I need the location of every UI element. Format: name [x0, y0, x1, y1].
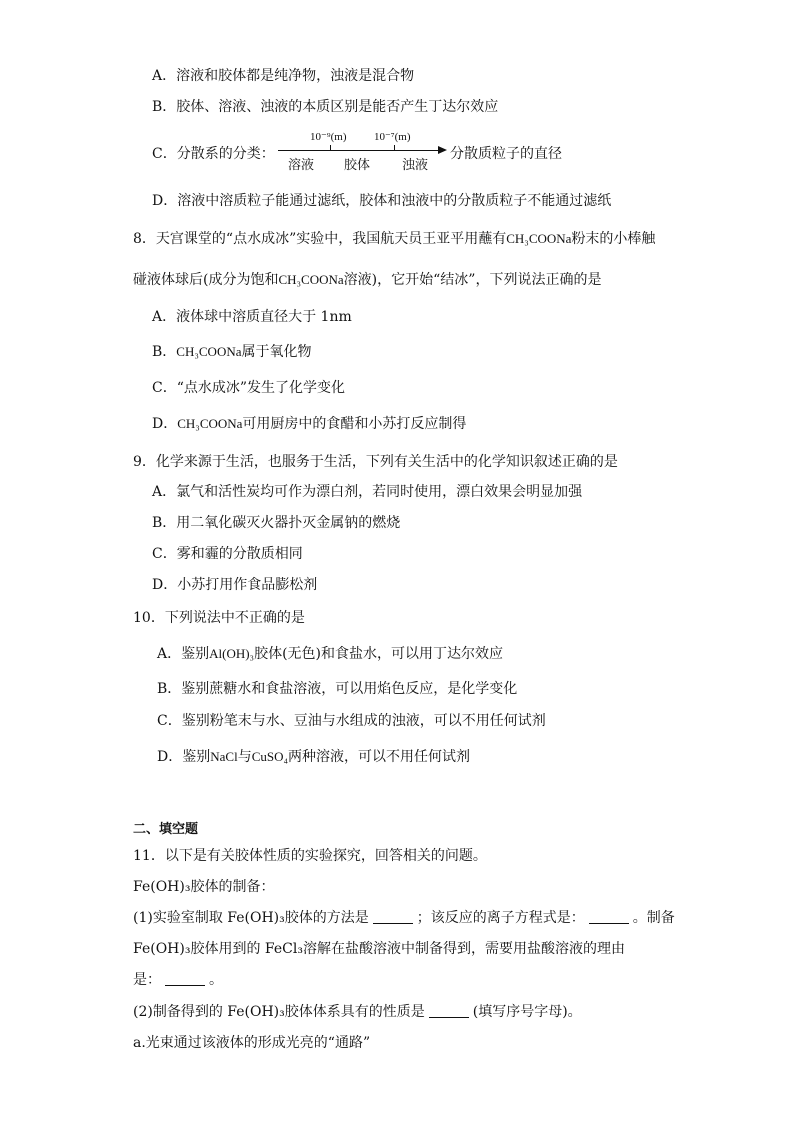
q7-option-c-prefix: C．分散系的分类： — [152, 146, 275, 162]
q8-stem-line1 — [133, 229, 655, 249]
q8-stem-text: 碰液体球后(成分为饱和 — [133, 272, 279, 288]
q11-part2 — [133, 1002, 582, 1022]
option-label: B． — [152, 344, 177, 360]
q11-subtitle: Fe(OH)₃胶体的制备： — [133, 879, 275, 895]
q8-option-b — [152, 342, 312, 362]
answer-blank[interactable] — [373, 909, 413, 924]
q8-stem-text: 粉末的小棒触 — [571, 231, 656, 247]
diagram-range-suspension: 浊液 — [402, 158, 429, 173]
q10-option-b: B．鉴别蔗糖水和食盐溶液，可以用焰色反应，是化学变化 — [157, 681, 518, 697]
q7-option-c-suffix: 分散质粒子的直径 — [450, 146, 562, 162]
q9-option-d: D．小苏打用作食品膨松剂 — [152, 577, 318, 593]
q9-option-c: C．雾和霾的分散质相同 — [152, 546, 303, 562]
diagram-range-colloid: 胶体 — [344, 158, 371, 173]
section-title: 二、填空题 — [133, 822, 199, 837]
answer-blank[interactable] — [589, 909, 629, 924]
diagram-tick-1 — [330, 145, 331, 151]
diagram-tick-2 — [394, 145, 395, 151]
q11-text: (填写序号字母)。 — [472, 1004, 582, 1020]
q10-option-d — [157, 747, 470, 767]
q10-stem: 10．下列说法中不正确的是 — [133, 610, 305, 626]
q8-formula: CH₃COONa — [177, 416, 243, 431]
diagram-tick-label-2: 10⁻⁷(m) — [374, 131, 411, 143]
q11-part2-option-a: a.光束通过该液体的形成光亮的“通路” — [133, 1035, 371, 1051]
option-text: 可用厨房中的食醋和小苏打反应制得 — [242, 416, 467, 432]
q10-formula: NaCl — [210, 749, 238, 764]
diagram-axis — [278, 150, 440, 151]
q8-formula: CH₃COONa — [278, 272, 344, 287]
q11-text: 。制备 — [632, 910, 675, 926]
answer-blank[interactable] — [165, 971, 205, 986]
q8-formula: CH₃COONa — [506, 231, 572, 246]
q8-stem-text: 8．天宫课堂的“点水成冰”实验中，我国航天员王亚平用蘸有 — [133, 231, 507, 247]
option-text: A．鉴别 — [157, 646, 210, 662]
diagram-range-solution: 溶液 — [288, 158, 315, 173]
q10-formula: Al(OH)₃ — [209, 646, 255, 661]
option-text: 两种溶液，可以不用任何试剂 — [288, 749, 471, 765]
diagram-arrow-icon — [438, 146, 447, 154]
answer-blank[interactable] — [429, 1003, 469, 1018]
q11-text: 是： — [133, 972, 161, 988]
option-text: 与 — [237, 749, 252, 765]
q9-stem: 9．化学来源于生活，也服务于生活，下列有关生活中的化学知识叙述正确的是 — [133, 454, 618, 470]
q8-stem-line2 — [133, 270, 601, 290]
q7-option-d: D．溶液中溶质粒子能通过滤纸，胶体和浊液中的分散质粒子不能通过滤纸 — [152, 193, 612, 209]
q8-option-d — [152, 414, 466, 434]
q9-option-a: A．氯气和活性炭均可作为漂白剂，若同时使用，漂白效果会明显加强 — [152, 484, 583, 500]
q8-option-c: C．“点水成冰”发生了化学变化 — [152, 380, 346, 396]
q9-option-b: B．用二氧化碳灭火器扑灭金属钠的燃烧 — [152, 515, 401, 531]
option-text: 胶体(无色)和食盐水，可以用丁达尔效应 — [254, 646, 504, 662]
option-text: D．鉴别 — [157, 749, 211, 765]
option-text: 属于氧化物 — [241, 344, 312, 360]
q10-option-c: C．鉴别粉笔末与水、豆油与水组成的浊液，可以不用任何试剂 — [157, 713, 546, 729]
q11-text: 。 — [209, 972, 223, 988]
q7-option-b: B．胶体、溶液、浊液的本质区别是能否产生丁达尔效应 — [152, 99, 499, 115]
q8-option-a: A．液体球中溶质直径大于 1nm — [152, 309, 352, 325]
q7-option-a: A．溶液和胶体都是纯净物，浊液是混合物 — [152, 68, 415, 84]
diagram-tick-label-1: 10⁻⁹(m) — [310, 131, 347, 143]
q11-text: (2)制备得到的 Fe(OH)₃胶体体系具有的性质是 — [133, 1004, 425, 1020]
q10-formula: CuSO₄ — [251, 749, 289, 764]
q11-part1-line2: Fe(OH)₃胶体用到的 FeCl₃溶解在盐酸溶液中制备得到，需要用盐酸溶液的理由 — [133, 941, 625, 957]
q11-text: ；该反应的离子方程式是： — [416, 910, 585, 926]
q8-formula: CH₃COONa — [176, 344, 242, 359]
q11-text: (1)实验室制取 Fe(OH)₃胶体的方法是 — [133, 910, 369, 926]
q10-option-a — [157, 644, 503, 664]
option-label: D． — [152, 416, 178, 432]
q11-stem: 11．以下是有关胶体性质的实验探究，回答相关的问题。 — [133, 848, 487, 864]
q11-part1-line1 — [133, 908, 675, 928]
q11-part1-line3 — [133, 970, 223, 990]
q8-stem-text: 溶液)，它开始“结冰”，下列说法正确的是 — [343, 272, 602, 288]
dispersion-classification-diagram — [278, 132, 448, 176]
